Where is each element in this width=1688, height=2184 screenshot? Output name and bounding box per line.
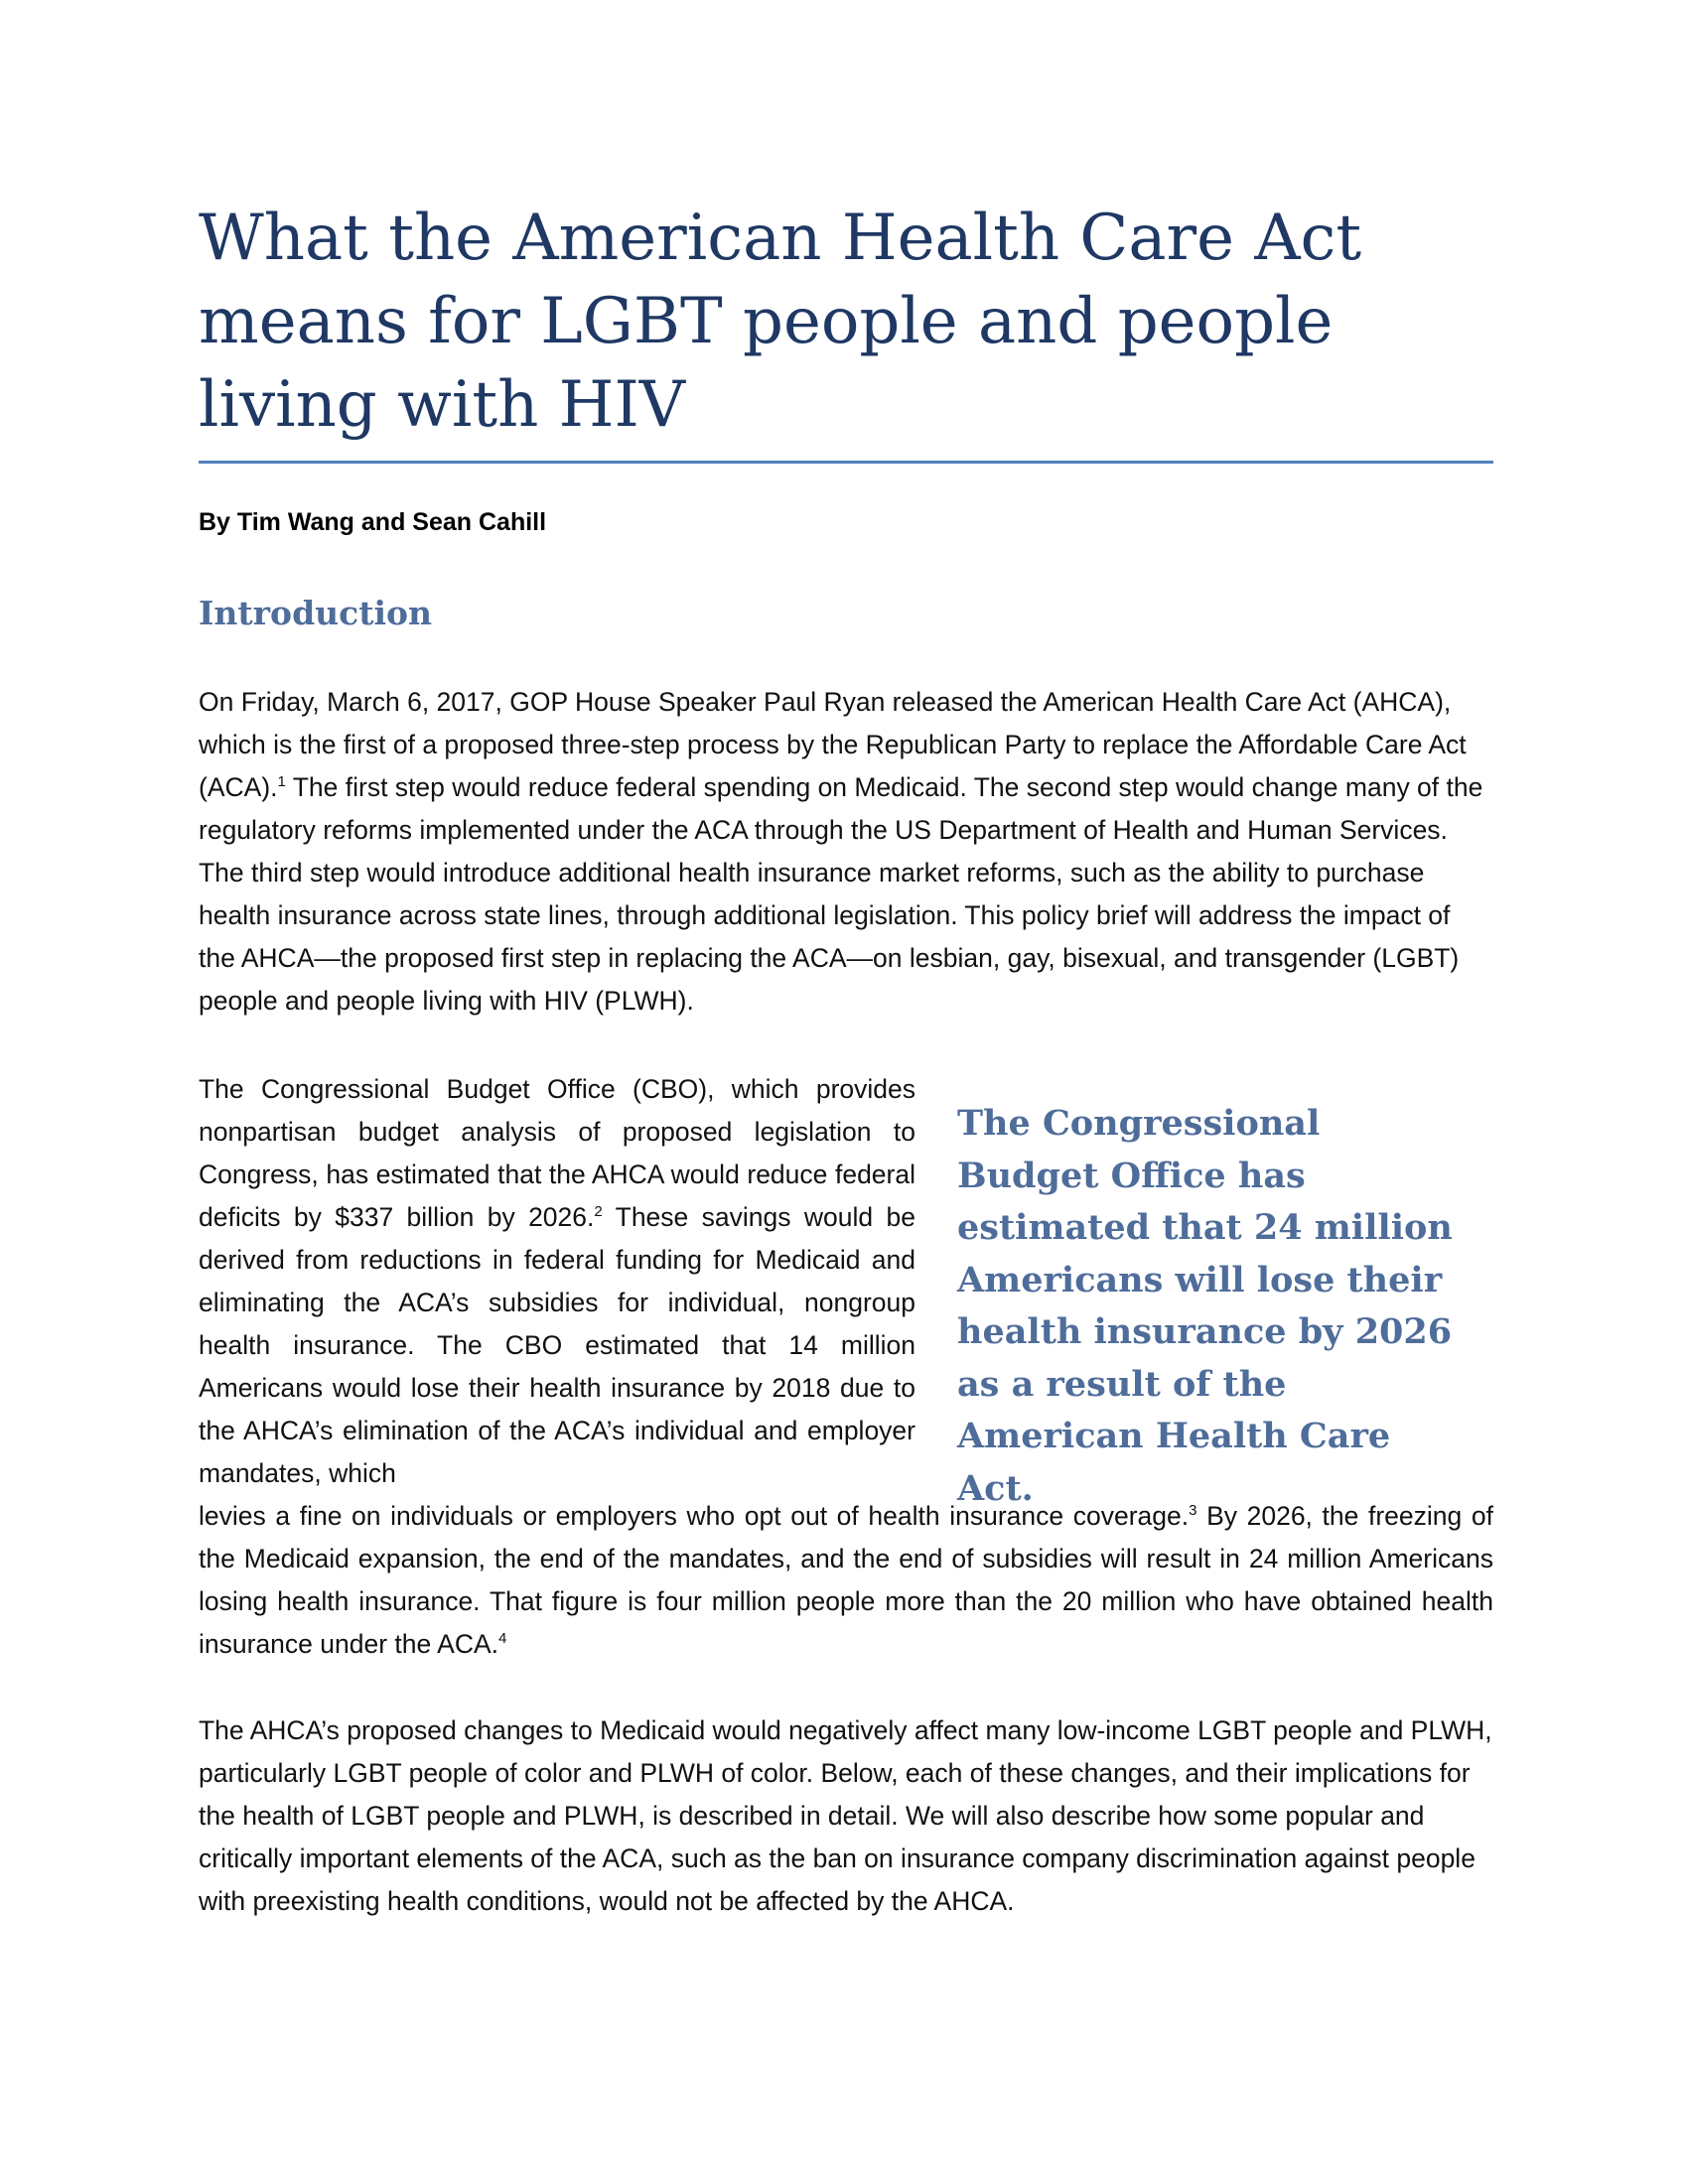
paragraph-text: levies a fine on individuals or employers who opt out of health insurance coverage.	[199, 1501, 1190, 1531]
paragraph-text: On Friday, March 6, 2017, GOP House Speaker Paul Ryan released the American Health Care Act (AHCA), which is the first of a proposed three-step process by the Republican Party to replace the Affordable Care Act (ACA).	[199, 687, 1467, 802]
document-title: What the American Health Care Act means for LGBT people and people living with HIV	[199, 202, 1362, 442]
paragraph-medicaid-changes: The AHCA’s proposed changes to Medicaid would negatively affect many low-income LGBT people and PLWH, particularly LGBT people of color and PLWH of color. Below, each of these changes, and their implications for the health of LGBT people and PLWH, is described in detail. We will also describe how some popular and critically important elements of the ACA, such as the ban on insurance company discrimination against people with preexisting health conditions, would not be affected by the AHCA.	[199, 1715, 1492, 1916]
paragraph-cbo	[199, 1068, 915, 1495]
paragraph-intro	[199, 681, 1493, 1023]
paragraph-cbo-continued	[199, 1495, 1493, 1666]
footnote-ref-4[interactable]: 4	[498, 1630, 507, 1648]
pull-quote: The Congressional Budget Office has estimated that 24 million Americans will lose their health insurance by 2026 as a result of the American Health Care Act.	[957, 1103, 1453, 1509]
section-heading-introduction: Introduction	[199, 594, 433, 632]
document-page	[199, 0, 1493, 2184]
byline: By Tim Wang and Sean Cahill	[199, 508, 547, 536]
footnote-ref-3[interactable]: 3	[1189, 1502, 1197, 1520]
paragraph-text: The Congressional Budget Office (CBO), which provides nonpartisan budget analysis of proposed legislation to Congress, has estimated that the AHCA would reduce federal deficits by $337 billion by 2026.	[199, 1074, 915, 1232]
paragraph-text: The first step would reduce federal spending on Medicaid. The second step would change many of the regulatory reforms implemented under the ACA through the US Department of Health and Human Services. The third step would introduce additional health insurance market reforms, such as the ability to purchase health insurance across state lines, through additional legislation. This policy brief will address the impact of the AHCA—the proposed first step in replacing the ACA—on lesbian, gay, bisexual, and transgender (LGBT) people and people living with HIV (PLWH).	[199, 772, 1483, 1016]
paragraph-text: These savings would be derived from reductions in federal funding for Medicaid and eliminating the ACA’s subsidies for individual, nongroup health insurance. The CBO estimated that 14 million Americans would lose their health insurance by 2018 due to the AHCA’s elimination of the ACA’s individual and employer mandates, which	[199, 1202, 915, 1488]
footnote-ref-1[interactable]: 1	[277, 773, 286, 791]
footnote-ref-2[interactable]: 2	[594, 1203, 603, 1221]
paragraph-text: By 2026, the freezing of the Medicaid expansion, the end of the mandates, and the end of subsidies will result in 24 million Americans losing health insurance. That figure is four million people more than the 20 million who have obtained health insurance under the ACA.	[199, 1501, 1493, 1659]
title-divider	[199, 461, 1493, 464]
